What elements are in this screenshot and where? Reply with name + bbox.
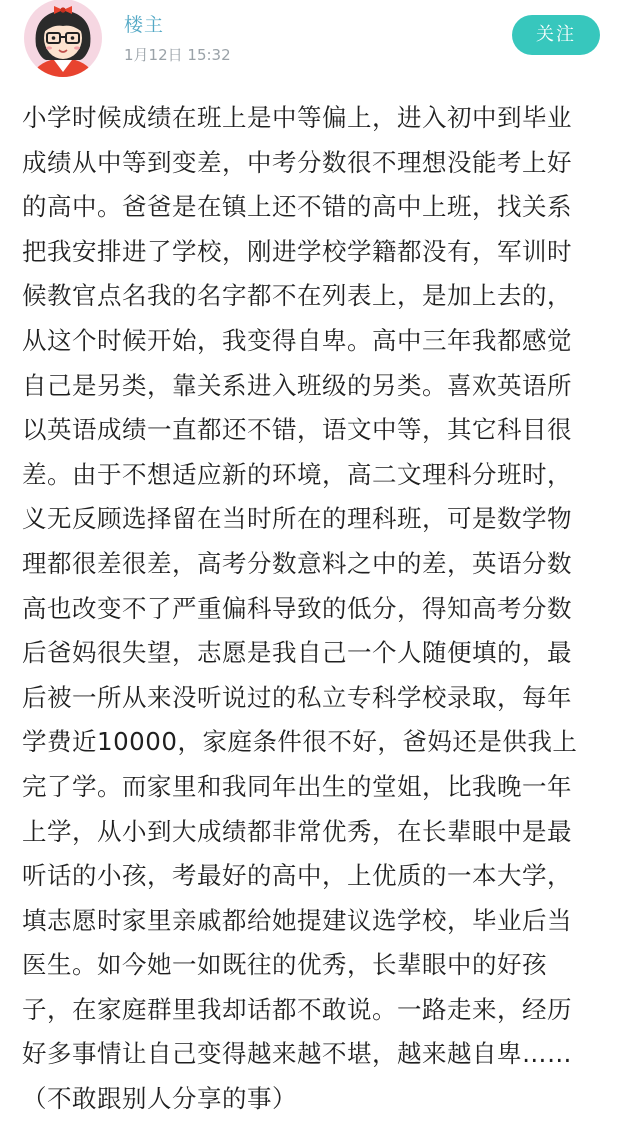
post-text-line: 后爸妈很失望，志愿是我自己一个人随便填的，最 [22,638,572,668]
post-timestamp: 1月12日 15:32 [124,46,231,64]
post-text-line: 上学，从小到大成绩都非常优秀，在长辈眼中是最 [22,816,572,846]
post-text-line: 自己是另类，靠关系进入班级的另类。喜欢英语所 [22,370,572,400]
post-text-line: 医生。如今她一如既往的优秀，长辈眼中的好孩 [22,950,547,980]
post-text-line: 差。由于不想适应新的环境，高二文理科分班时， [22,459,572,489]
post-text-line: 学费近10000，家庭条件很不好，爸妈还是供我上 [22,727,578,757]
post-text-line: 填志愿时家里亲戚都给她提建议选学校，毕业后当 [22,905,572,935]
cartoon-girl-avatar-icon [20,0,106,80]
post-text-line: 从这个时候开始，我变得自卑。高中三年我都感觉 [22,325,572,355]
avatar[interactable] [20,0,106,80]
post-body [22,96,618,1122]
post-text-line: 义无反顾选择留在当时所在的理科班，可是数学物 [22,504,572,534]
author-name[interactable]: 楼主 [124,14,165,36]
post-text-line: （不敢跟别人分享的事） [22,1084,297,1114]
post-text-line: 理都很差很差，高考分数意料之中的差，英语分数 [22,548,572,578]
post-text-line: 后被一所从来没听说过的私立专科学校录取，每年 [22,682,572,712]
post-text-line: 好多事情让自己变得越来越不堪，越来越自卑…… [22,1039,572,1069]
post-text-line: 把我安排进了学校，刚进学校学籍都没有，军训时 [22,236,572,266]
post-text-line: 候教官点名我的名字都不在列表上，是加上去的， [22,281,572,311]
post-header [0,0,634,88]
post-text-line: 以英语成绩一直都还不错，语文中等，其它科目很 [22,415,572,445]
post-text-line: 子，在家庭群里我却话都不敢说。一路走来，经历 [22,994,572,1024]
post-text-line: 高也改变不了严重偏科导致的低分，得知高考分数 [22,593,572,623]
post-text-line: 听话的小孩，考最好的高中，上优质的一本大学， [22,861,572,891]
post-text-line: 成绩从中等到变差，中考分数很不理想没能考上好 [22,147,572,177]
post-text-line: 的高中。爸爸是在镇上还不错的高中上班，找关系 [22,192,572,222]
post-text-line: 小学时候成绩在班上是中等偏上，进入初中到毕业 [22,103,572,132]
post-text-line: 完了学。而家里和我同年出生的堂姐，比我晚一年 [22,771,572,801]
follow-button[interactable]: 关注 [512,15,600,55]
